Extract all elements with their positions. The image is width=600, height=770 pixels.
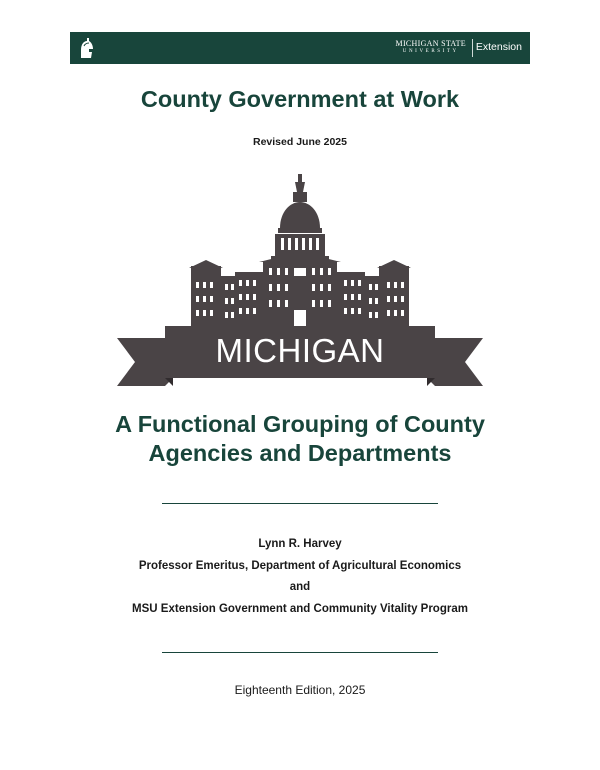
divider-top [162,503,438,504]
msu-wordmark [396,39,466,55]
author-position: Professor Emeritus, Department of Agricultural Economics [138,559,462,572]
header-banner [70,32,530,64]
revised-date: Revised June 2025 [253,136,347,148]
msu-wordmark-line1: MICHIGAN STATE [395,39,466,48]
author-program: MSU Extension Government and Community Vitality Program [132,602,468,615]
spartan-helmet-icon [78,37,94,59]
edition-label: Eighteenth Edition, 2025 [234,683,366,697]
brand-divider [472,39,473,57]
divider-bottom [162,652,438,653]
credits-conjunction: and [289,581,311,593]
page-title: County Government at Work [140,86,460,112]
author-name: Lynn R. Harvey [258,538,342,550]
subtitle-line-2: Agencies and Departments [148,440,452,466]
document-subtitle [0,410,600,468]
msu-wordmark-line2: UNIVERSITY [402,49,459,54]
author-credits [0,534,600,620]
extension-label: Extension [475,41,522,53]
subtitle-line-1: A Functional Grouping of County [115,411,485,437]
ribbon-label: MICHIGAN [215,332,385,369]
